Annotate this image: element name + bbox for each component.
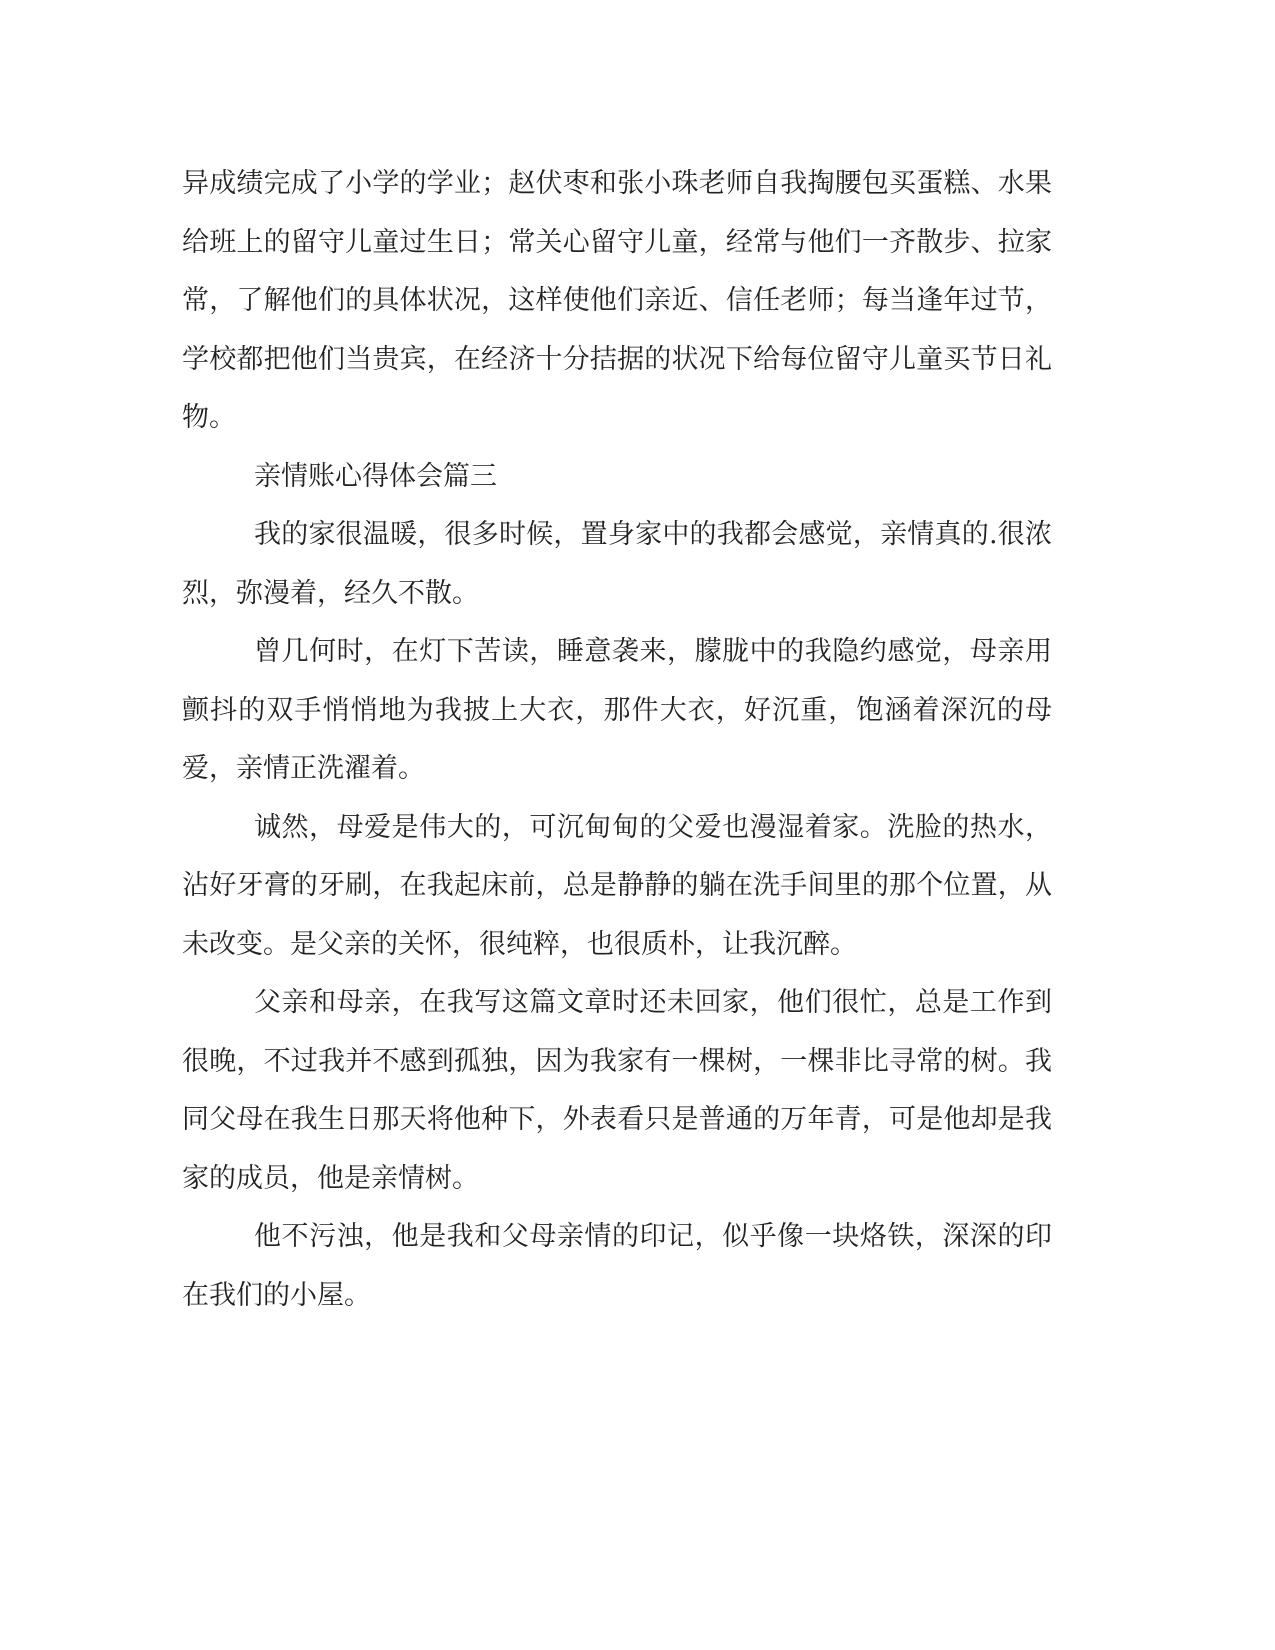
paragraph: 他不污浊，他是我和父母亲情的印记，似乎像一块烙铁，深深的印在我们的小屋。 <box>182 1221 1052 1311</box>
paragraph: 诚然，母爱是伟大的，可沉甸甸的父爱也漫湿着家。洗脸的热水，沾好牙膏的牙刷，在我起床前，总是静静的躺在洗手间里的那个位置，从未改变。是父亲的关怀，很纯粹，也很质朴，让我沉醉。 <box>182 811 1052 960</box>
section-heading: 亲情账心得体会篇三 <box>254 460 497 492</box>
paragraph: 曾几何时，在灯下苦读，睡意袭来，朦胧中的我隐约感觉，母亲用颤抖的双手悄悄地为我披上大衣，那件大衣，好沉重，饱涵着深沉的母爱，亲情正洗濯着。 <box>182 636 1052 784</box>
paragraph: 父亲和母亲，在我写这篇文章时还未回家，他们很忙，总是工作到很晚，不过我并不感到孤独，因为我家有一棵树，一棵非比寻常的树。我同父母在我生日那天将他种下，外表看只是普通的万年青，可是他却是我家的成员，他是亲情树。 <box>182 987 1052 1194</box>
document-body <box>182 155 1052 1325</box>
paragraph: 我的家很温暖，很多时候，置身家中的我都会感觉，亲情真的.很浓烈，弥漫着，经久不散。 <box>182 519 1052 609</box>
paragraph-continuation: 异成绩完成了小学的学业；赵伏枣和张小珠老师自我掏腰包买蛋糕、水果给班上的留守儿童过生日；常关心留守儿童，经常与他们一齐散步、拉家常，了解他们的具体状况，这样使他们亲近、信任老师；每当逢年过节，学校都把他们当贵宾，在经济十分拮据的状况下给每位留守儿童买节日礼物。 <box>182 168 1052 433</box>
